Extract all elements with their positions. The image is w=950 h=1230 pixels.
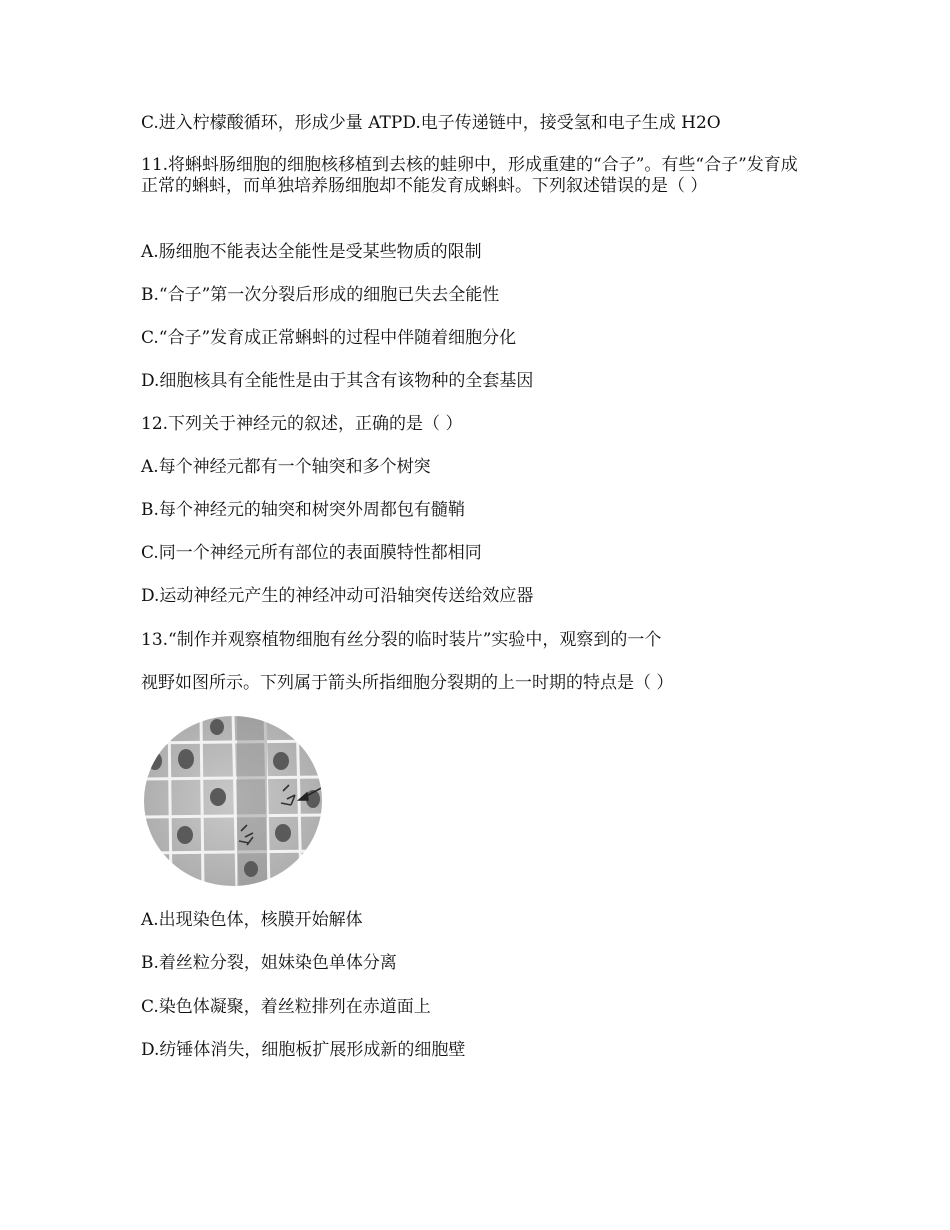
option-a-q13: A.出现染色体，核膜开始解体 (141, 910, 363, 930)
option-a-q12: A.每个神经元都有一个轴突和多个树突 (141, 457, 431, 477)
option-d-q13: D.纺锤体消失，细胞板扩展形成新的细胞壁 (141, 1040, 466, 1060)
question-13-line-2: 视野如图所示。下列属于箭头所指细胞分裂期的上一时期的特点是（ ） (141, 673, 674, 693)
option-b-q12: B.每个神经元的轴突和树突外周都包有髓鞘 (141, 500, 465, 520)
question-13-line-1: 13.“制作并观察植物细胞有丝分裂的临时装片”实验中，观察到的一个 (141, 630, 662, 650)
option-c-q12: C.同一个神经元所有部位的表面膜特性都相同 (141, 543, 482, 563)
option-a-q11: A.肠细胞不能表达全能性是受某些物质的限制 (141, 242, 482, 262)
option-b-q11: B.“合子”第一次分裂后形成的细胞已失去全能性 (141, 285, 500, 305)
question-12: 12.下列关于神经元的叙述，正确的是（ ） (141, 414, 463, 434)
option-b-q13: B.着丝粒分裂，姐妹染色单体分离 (141, 953, 397, 973)
option-d-q12: D.运动神经元产生的神经冲动可沿轴突传送给效应器 (141, 586, 534, 606)
option-d-q11: D.细胞核具有全能性是由于其含有该物种的全套基因 (141, 371, 534, 391)
option-c-q10: C.进入柠檬酸循环，形成少量 ATPD.电子传递链中，接受氢和电子生成 H2O (141, 113, 721, 133)
question-11: 11.将蝌蚪肠细胞的细胞核移植到去核的蛙卵中，形成重建的“合子”。有些“合子”发育成正常的蝌蚪，而单独培养肠细胞却不能发育成蝌蚪。下列叙述错误的是（ ） (141, 155, 798, 196)
option-c-q11: C.“合子”发育成正常蝌蚪的过程中伴随着细胞分化 (141, 328, 517, 348)
option-c-q13: C.染色体凝聚，着丝粒排列在赤道面上 (141, 997, 431, 1017)
micrograph-image (141, 713, 326, 888)
